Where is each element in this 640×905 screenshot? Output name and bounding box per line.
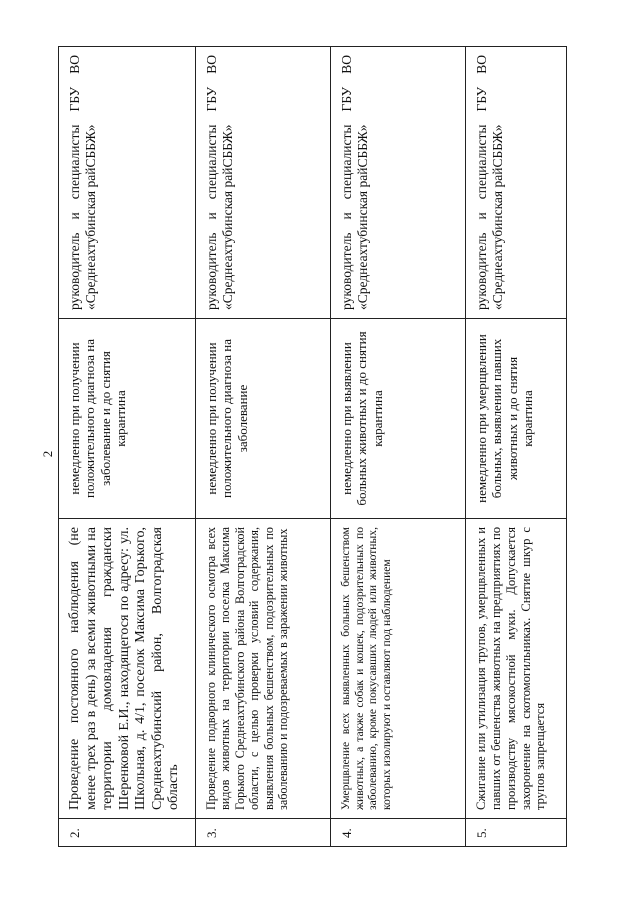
table-row: [331, 47, 466, 847]
page-number: 2: [40, 450, 55, 458]
activity-cell: Проведение постоянного наблюдения (не менее трех раз в день) за всеми животными на территории домовладения граждански Шеренковой Е.И., находящегося по адресу: ул. Школьная, д. 4/1, поселок Максима Горького, Среднеахтубинский район, Волгоградская область: [59, 519, 196, 819]
row-number: 4.: [331, 819, 466, 847]
table-row: [59, 47, 196, 847]
term-cell: немедленно при выявлении больных животных и до снятия карантина: [331, 319, 466, 519]
row-number: 5.: [466, 819, 567, 847]
row-number: 2.: [59, 819, 196, 847]
responsible-cell: руководитель и специалисты ГБУ ВО «Среднеахтубинская райСББЖ»: [331, 47, 466, 319]
responsible-cell: руководитель и специалисты ГБУ ВО «Среднеахтубинская райСББЖ»: [59, 47, 196, 319]
table-row: [196, 47, 331, 847]
responsible-cell: руководитель и специалисты ГБУ ВО «Среднеахтубинская райСББЖ»: [196, 47, 331, 319]
activity-cell: Умерщвление всех выявленных больных бешенством животных, а также собак и кошек, подозрительных по заболеванию, кроме покусавших людей или животных, которых изолируют и оставляют под наблюдением: [331, 519, 466, 819]
term-cell: немедленно при умерщвлении больных, выявлении павших животных и до снятия карантина: [466, 319, 567, 519]
table-row: [466, 47, 567, 847]
row-number: 3.: [196, 819, 331, 847]
term-cell: немедленно при получении положительного диагноза на заболевание: [196, 319, 331, 519]
activity-cell: Сжигание или утилизация трупов, умерщвленных и павших от бешенства животных на предприятиях по производству мясокостной муки. Допускается захоронение на скотомогильниках. Снятие шкур с трупов запрещается: [466, 519, 567, 819]
term-cell: немедленно при получении положительного диагноза на заболевание и до снятия карантина: [59, 319, 196, 519]
activity-cell: Проведение подворного клинического осмотра всех видов животных на территории поселка Максима Горького Среднеахтубинского района Волгоградской области, с целью проверки условий содержания, выявления больных бешенством, подозрительных по заболеванию и подозреваемых в заражении животных: [196, 519, 331, 819]
responsible-cell: руководитель и специалисты ГБУ ВО «Среднеахтубинская райСББЖ»: [466, 47, 567, 319]
measures-table: [58, 46, 567, 847]
